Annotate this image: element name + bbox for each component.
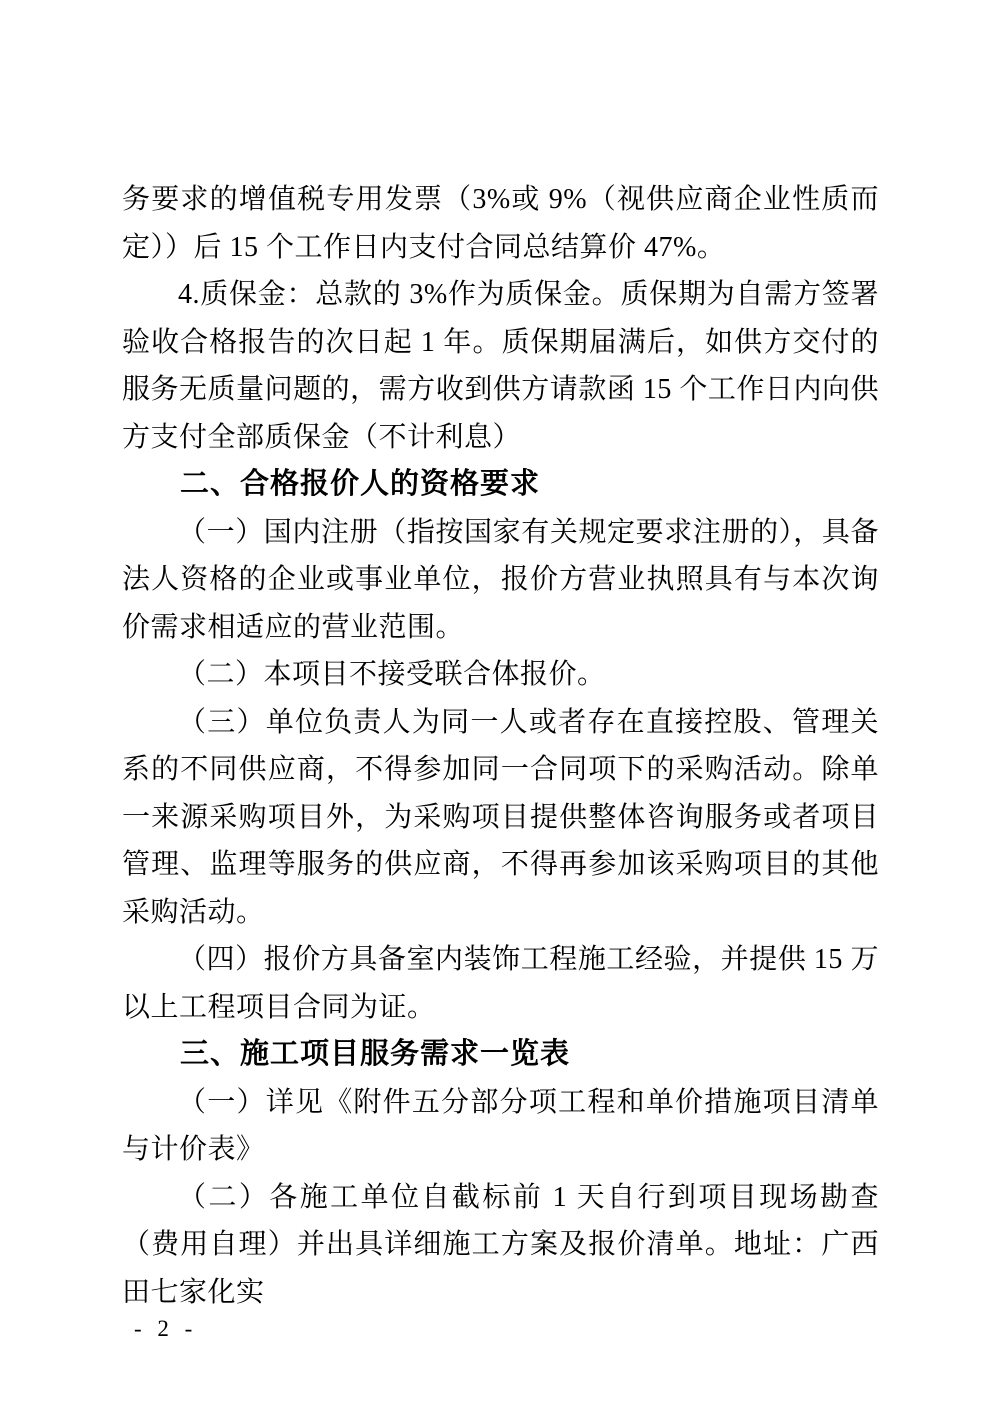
paragraph-warranty-deposit: 4.质保金：总款的 3%作为质保金。质保期为自需方签署验收合格报告的次日起 1 年。质保期届满后，如供方交付的服务无质量问题的，需方收到供方请款函 15 个工作日内向供方支付全部质保金（不计利息） [122,279,879,453]
section-heading-qualification-requirements: 二、合格报价人的资格要求 [180,468,541,500]
paragraph-item-2-no-consortium: （二）本项目不接受联合体报价。 [178,659,606,690]
page-number: - 2 - [134,1316,198,1341]
paragraph-item-3-related-suppliers: （三）单位负责人为同一人或者存在直接控股、管理关系的不同供应商，不得参加同一合同项下的采购活动。除单一来源采购项目外，为采购项目提供整体咨询服务或者项目管理、监理等服务的供应商，不得再参加该采购项目的其他采购活动。 [122,706,879,928]
section-heading-service-requirements: 三、施工项目服务需求一览表 [180,1038,571,1070]
paragraph-item-4-experience-proof: （四）报价方具备室内装饰工程施工经验，并提供 15 万以上工程项目合同为证。 [122,944,879,1023]
paragraph-item-1-see-attachment: （一）详见《附件五分部分项工程和单价措施项目清单与计价表》 [122,1086,879,1165]
paragraph-item-2-site-survey: （二）各施工单位自截标前 1 天自行到项目现场勘查（费用自理）并出具详细施工方案及报价清单。地址：广西田七家化实 [122,1181,879,1308]
paragraph-payment-continuation: 务要求的增值税专用发票（3%或 9%（视供应商企业性质而定））后 15 个工作日内支付合同总结算价 47%。 [122,184,879,263]
document-body [122,176,879,1316]
paragraph-item-1-domestic-registration: （一）国内注册（指按国家有关规定要求注册的），具备法人资格的企业或事业单位，报价方营业执照具有与本次询价需求相适应的营业范围。 [122,516,879,643]
